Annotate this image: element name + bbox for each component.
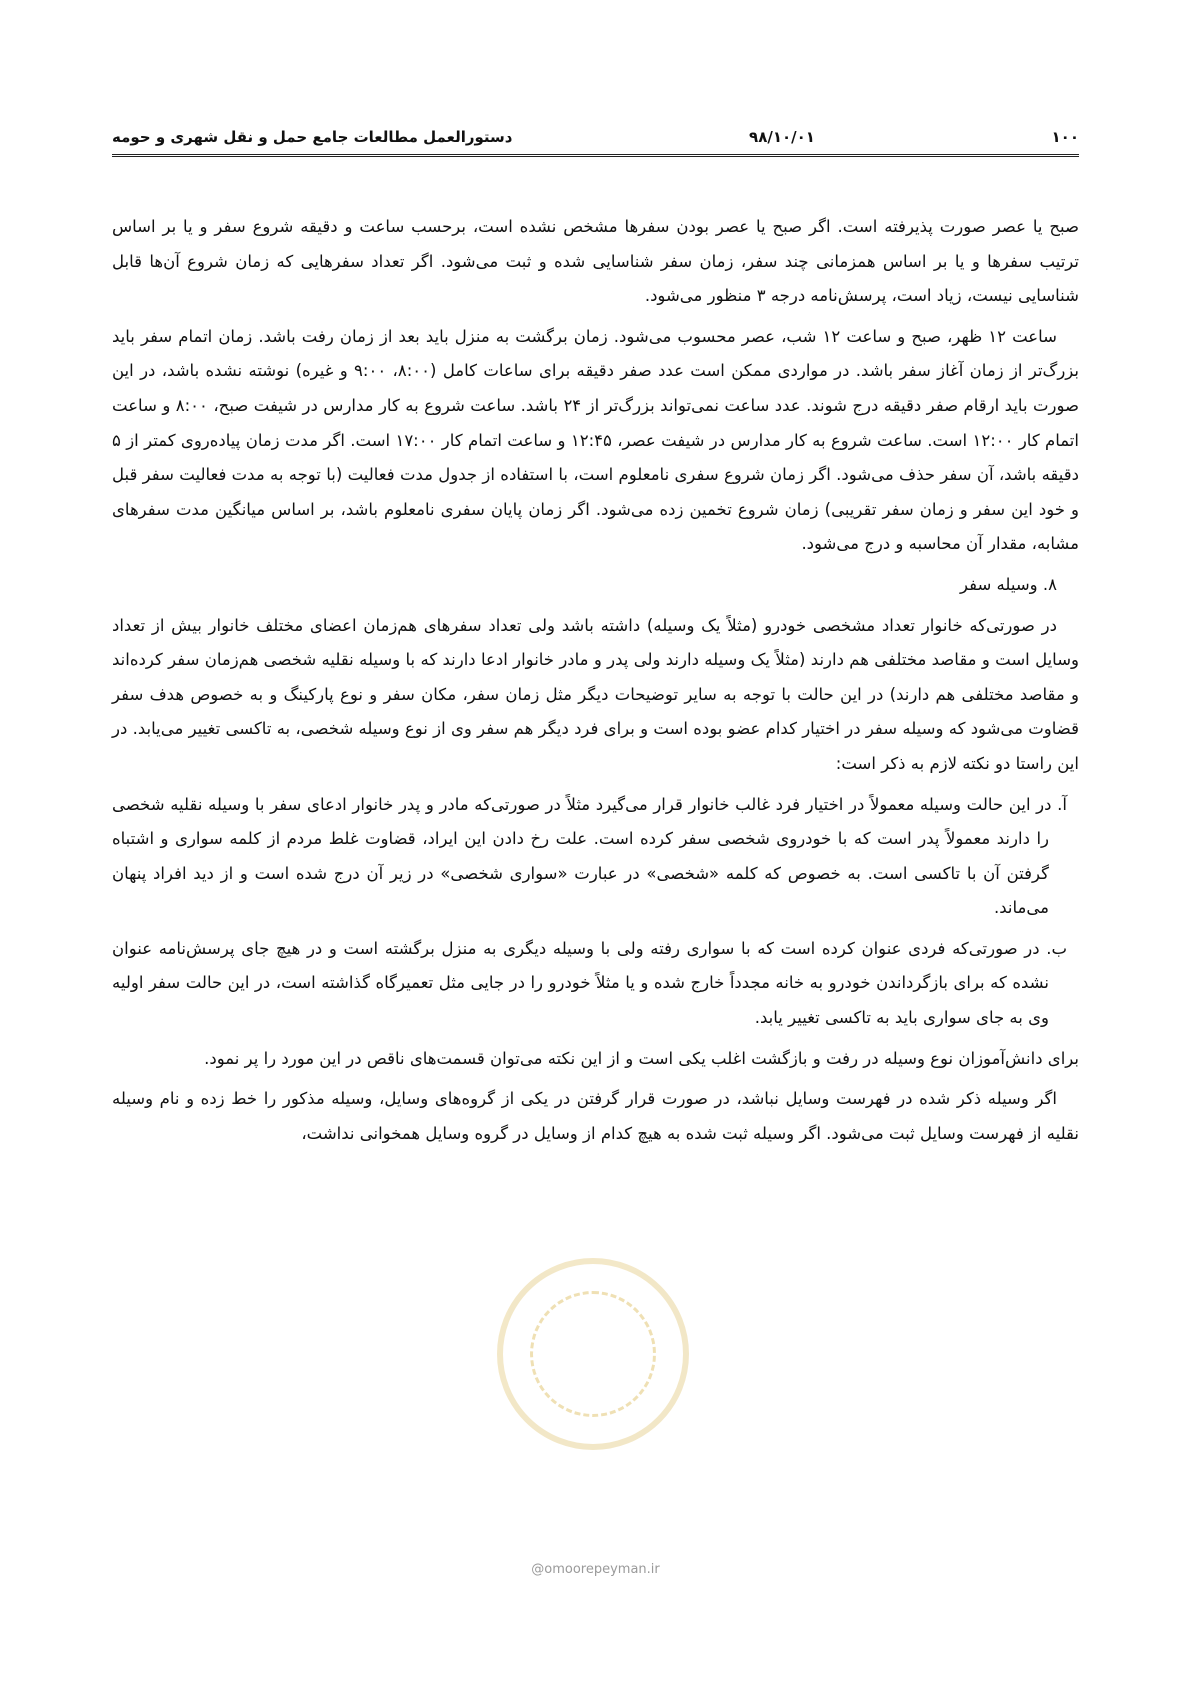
paragraph: اگر وسیله ذکر شده در فهرست وسایل نباشد، در صورت قرار گرفتن در یکی از گروه‌های وسایل، وسیله مذکور را خط زده و نام وسیله نقلیه از فهرست وسایل ثبت می‌شود. اگر وسیله ثبت شده به هیچ کدام از وسایل در گروه وسایل همخوانی نداشت، <box>112 1089 1079 1143</box>
header-date: ۹۸/۱۰/۰۱ <box>749 128 815 146</box>
paragraph: صبح یا عصر صورت پذیرفته است. اگر صبح یا عصر بودن سفرها مشخص نشده است، برحسب ساعت و دقیقه شروع سفر و یا بر اساس ترتیب سفرها و یا بر اساس همزمانی چند سفر، زمان سفر شناسایی شده و ثبت می‌شود. اگر تعداد سفرهایی که زمان شروع آن‌ها قابل شناسایی نیست، زیاد است، پرسش‌نامه درجه ۳ منظور می‌شود. <box>112 217 1079 306</box>
header-title: دستورالعمل مطالعات جامع حمل و نقل شهری و حومه <box>112 128 513 146</box>
paragraph: برای دانش‌آموزان نوع وسیله در رفت و بازگشت اغلب یکی است و از این نکته می‌توان قسمت‌های ناقص در این مورد را پر نمود. <box>204 1048 1079 1068</box>
page-number: ۱۰۰ <box>1051 128 1079 146</box>
paragraph: ساعت ۱۲ ظهر، صبح و ساعت ۱۲ شب، عصر محسوب می‌شود. زمان برگشت به منزل باید بعد از زمان رفت باشد. زمان اتمام سفر باید بزرگ‌تر از زمان آغاز سفر باشد. در مواردی ممکن است عدد صفر دقیقه برای ساعات کامل (۸:۰۰، ۹:۰۰ و غیره) نوشته نشده باشد، در این صورت باید ارقام صفر دقیقه درج شوند. عدد ساعت نمی‌تواند بزرگ‌تر از ۲۴ باشد. ساعت شروع به کار مدارس در شیفت صبح، ۸:۰۰ و ساعت اتمام کار ۱۲:۰۰ است. ساعت شروع به کار مدارس در شیفت عصر، ۱۲:۴۵ و ساعت اتمام کار ۱۷:۰۰ است. اگر مدت زمان پیاده‌روی کمتر از ۵ دقیقه باشد، آن سفر حذف می‌شود. اگر زمان شروع سفری نامعلوم است، با استفاده از جدول مدت فعالیت (با توجه به مدت فعالیت سفر قبل و خود این سفر و زمان سفر تقریبی) زمان شروع تخمین زده می‌شود. اگر زمان پایان سفری نامعلوم باشد، بر اساس میانگین مدت سفرهای مشابه، مقدار آن محاسبه و درج می‌شود. <box>112 326 1080 554</box>
section-heading: ۸. وسیله سفر <box>960 574 1057 594</box>
watermark-logo-icon <box>497 1258 689 1450</box>
list-item: آ. در این حالت وسیله معمولاً در اختیار فرد غالب خانوار قرار می‌گیرد مثلاً در صورتی‌که مادر و پدر خانوار ادعای سفر با وسیله نقلیه شخصی را دارند معمولاً پدر است که با خودروی شخصی سفر کرده است. علت رخ دادن این ایراد، قضاوت غلط مردم از کلمه سواری و اشتباه گرفتن آن با تاکسی است. به خصوص که کلمه «شخصی» در عبارت «سواری شخصی» در زیر آن درج شده است و از دید افراد پنهان می‌ماند. <box>112 794 1067 918</box>
watermark-website: @omoorepeyman.ir <box>531 1562 660 1577</box>
list-item: ب. در صورتی‌که فردی عنوان کرده است که با سواری رفته ولی با وسیله دیگری به منزل برگشته است و در هیچ جای پرسش‌نامه عنوان نشده که برای بازگرداندن خودرو به خانه مجدداً خارج شده و یا مثلاً خودرو را در جایی مثل تعمیرگاه گذاشته است، در این حالت سفر اولیه وی به جای سواری باید به تاکسی تغییر یابد. <box>112 938 1067 1028</box>
paragraph: در صورتی‌که خانوار تعداد مشخصی خودرو (مثلاً یک وسیله) داشته باشد ولی تعداد سفرهای هم‌زمان اعضای مختلف خانوار بیش از تعداد وسایل است و مقاصد مختلفی هم دارند (مثلاً یک وسیله دارند ولی پدر و مادر خانوار ادعا دارند که با وسیله نقلیه شخصی هم‌زمان سفر کرده‌اند و مقاصد مختلفی هم دارند) در این حالت با توجه به سایر توضیحات دیگر مثل زمان سفر، مکان سفر و نوع پارکینگ و به خصوص هدف سفر قضاوت می‌شود که وسیله سفر در اختیار کدام عضو بوده است و برای فرد دیگر هم سفر وی از نوع وسیله شخصی، به تاکسی تغییر می‌یابد. در این راستا دو نکته لازم به ذکر است: <box>112 615 1079 773</box>
page-body <box>112 210 1079 1157</box>
page-header <box>112 128 1079 157</box>
